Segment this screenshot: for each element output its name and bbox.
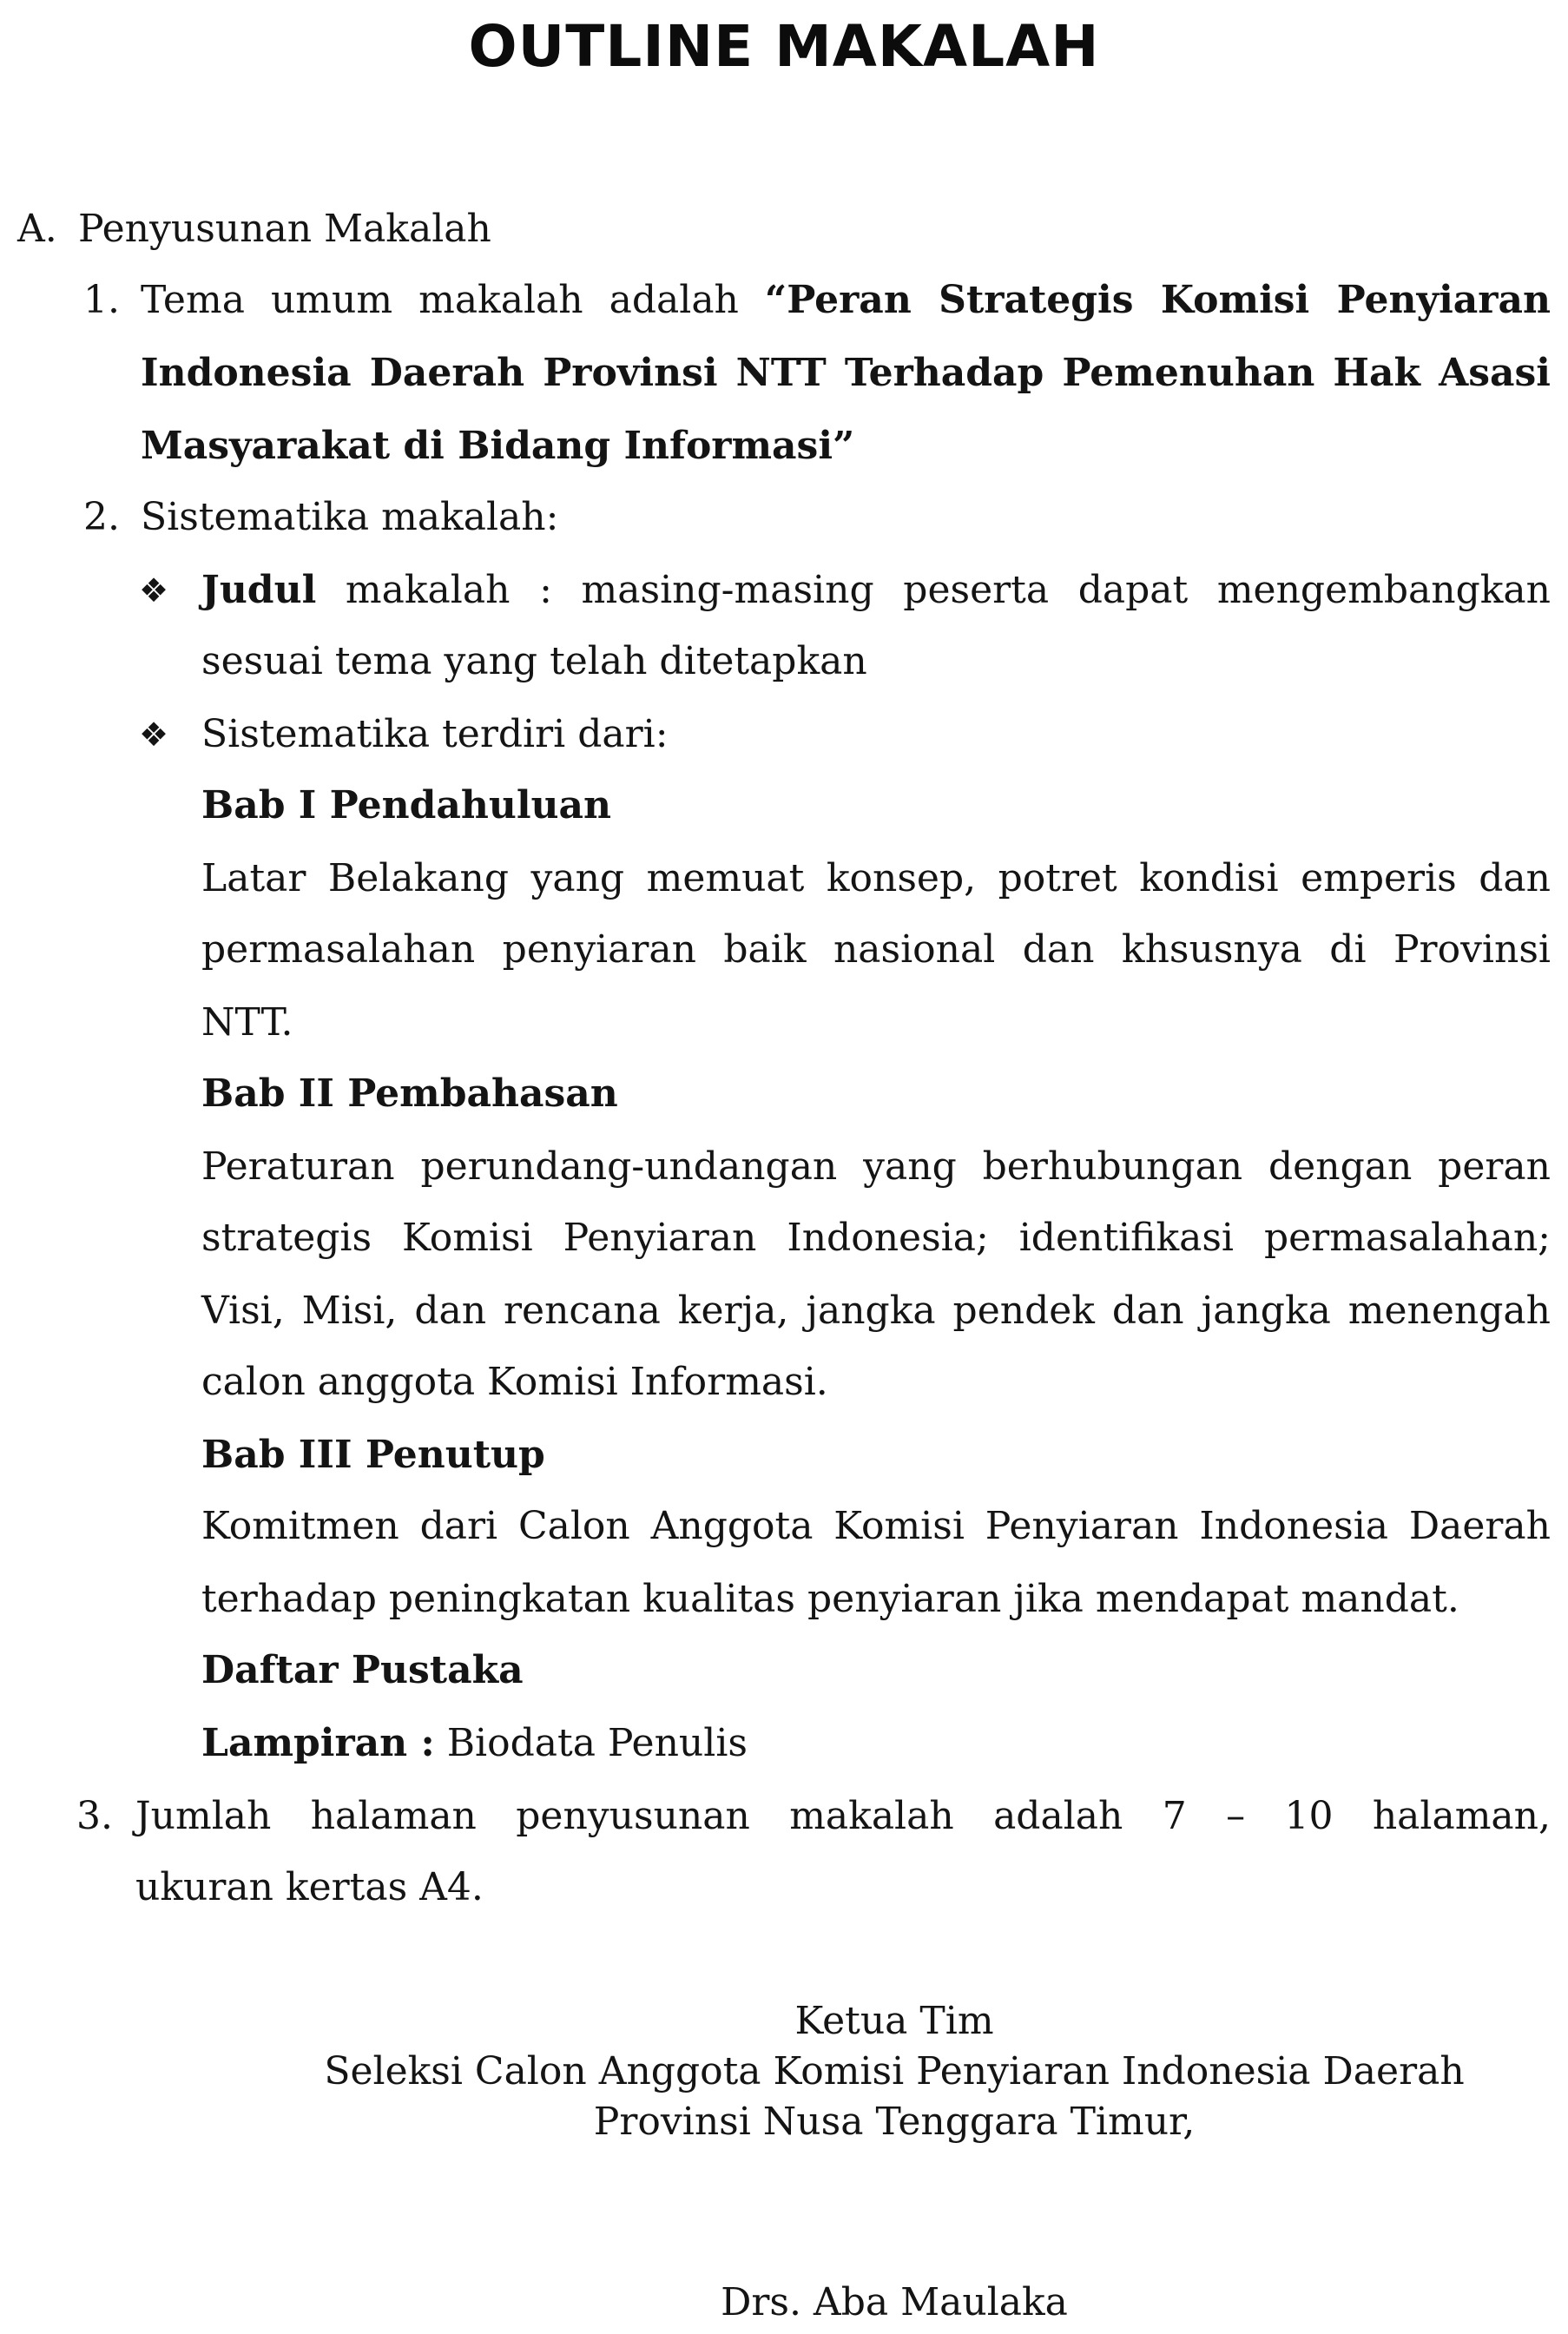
bab-1-line-2: permasalahan penyiaran baik nasional dan khsusnya di Provinsi: [201, 927, 1551, 972]
signature-org-line-2: Provinsi Nusa Tenggara Timur,: [593, 2100, 1196, 2144]
item-3-line-2: ukuran kertas A4.: [135, 1865, 484, 1909]
bab-3-line-2: terhadap peningkatan kualitas penyiaran jika mendapat mandat.: [201, 1577, 1459, 1621]
item-1-theme-line-2: Indonesia Daerah Provinsi NTT Terhadap Pemenuhan Hak Asasi: [141, 351, 1551, 395]
bab-2-line-1: Peraturan perundang-undangan yang berhubungan dengan peran: [201, 1144, 1551, 1189]
item-2-heading: Sistematika makalah:: [141, 495, 559, 539]
signature-name: Drs. Aba Maulaka: [721, 2280, 1068, 2324]
bab-2-heading: Bab II Pembahasan: [201, 1071, 618, 1116]
diamond-bullet-icon: ❖: [139, 571, 169, 610]
bullet-2-text: Sistematika terdiri dari:: [201, 712, 669, 756]
bab-2-line-2: strategis Komisi Penyiaran Indonesia; identifikasi permasalahan;: [201, 1216, 1551, 1260]
bab-1-line-1: Latar Belakang yang memuat konsep, potret kondisi emperis dan: [201, 856, 1551, 900]
bullet-1-line-2: sesuai tema yang telah ditetapkan: [201, 639, 867, 683]
bab-2-line-3: Visi, Misi, dan rencana kerja, jangka pendek dan jangka menengah: [201, 1289, 1551, 1333]
bullet-1-bold: Judul: [201, 568, 317, 612]
lampiran-text: Biodata Penulis: [434, 1721, 748, 1765]
daftar-pustaka-heading: Daftar Pustaka: [201, 1648, 524, 1692]
item-3-line-1: Jumlah halaman penyusunan makalah adalah 7 – 10 halaman,: [135, 1794, 1551, 1838]
item-2-marker: 2.: [83, 495, 120, 539]
item-1-theme-line-3: Masyarakat di Bidang Informasi”: [141, 424, 855, 468]
item-1-theme-line-1: “Peran Strategis Komisi Penyiaran: [764, 278, 1551, 322]
section-a-heading: Penyusunan Makalah: [78, 207, 491, 251]
item-1-marker: 1.: [83, 278, 120, 322]
lampiran-label: Lampiran :: [201, 1721, 435, 1765]
bab-3-line-1: Komitmen dari Calon Anggota Komisi Penyiaran Indonesia Daerah: [201, 1504, 1551, 1548]
signature-org-line-1: Seleksi Calon Anggota Komisi Penyiaran Indonesia Daerah: [324, 2049, 1465, 2093]
bab-2-line-4: calon anggota Komisi Informasi.: [201, 1360, 828, 1404]
bab-1-line-3: NTT.: [201, 1000, 293, 1045]
item-3-marker: 3.: [76, 1794, 113, 1838]
section-a-marker: A.: [17, 207, 57, 251]
diamond-bullet-icon: ❖: [139, 715, 169, 754]
signature-role: Ketua Tim: [794, 1999, 994, 2043]
item-1-intro: Tema umum makalah adalah: [141, 278, 765, 322]
item-1-line-1: [141, 274, 1551, 326]
lampiran-line: [201, 1718, 748, 1770]
bab-3-heading: Bab III Penutup: [201, 1433, 545, 1477]
bullet-1-text: makalah : masing-masing peserta dapat mengembangkan: [316, 568, 1551, 612]
bullet-1-line-1: [201, 564, 1551, 616]
document-title: OUTLINE MAKALAH: [468, 13, 1100, 80]
bab-1-heading: Bab I Pendahuluan: [201, 783, 612, 827]
